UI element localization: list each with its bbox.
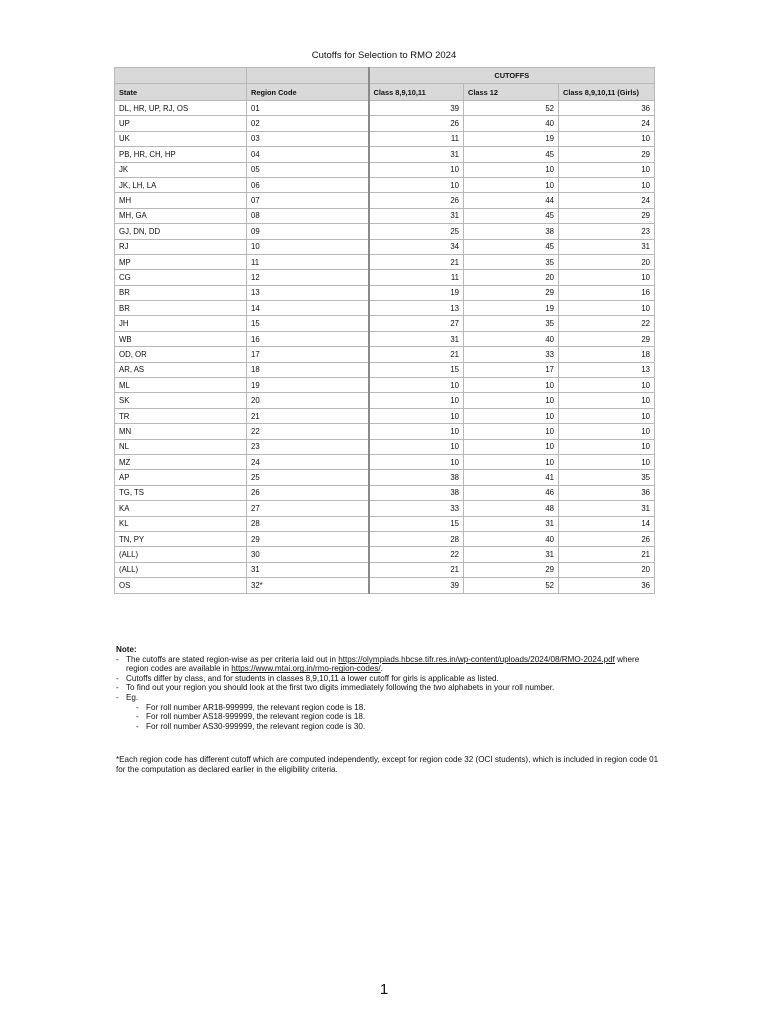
cell-region-code: 31 (247, 562, 369, 577)
footnote: *Each region code has different cutoff which are computed independently, except for region code 32 (OCI students), which is included in region code 01 for the computation as declared earlier in the eligibility criteria. (116, 755, 659, 774)
cell-class-12: 40 (464, 531, 559, 546)
cell-class-8-11-girls: 10 (559, 378, 655, 393)
group-header-cutoffs: CUTOFFS (369, 68, 655, 84)
cell-region-code: 16 (247, 331, 369, 346)
cell-class-8-11-girls: 18 (559, 347, 655, 362)
table-row (115, 101, 655, 116)
table-row (115, 316, 655, 331)
table-row (115, 177, 655, 192)
cell-class-8-11-girls: 24 (559, 116, 655, 131)
column-header-class-12: Class 12 (464, 84, 559, 101)
table-row (115, 116, 655, 131)
cell-class-8-11-girls: 10 (559, 454, 655, 469)
cell-class-12: 10 (464, 177, 559, 192)
cell-state: TG, TS (115, 485, 247, 500)
cell-class-8-11-girls: 31 (559, 239, 655, 254)
cell-class-8-11: 15 (369, 516, 464, 531)
cell-class-8-11-girls: 10 (559, 439, 655, 454)
cell-state: PB, HR, CH, HP (115, 147, 247, 162)
cell-class-8-11-girls: 29 (559, 147, 655, 162)
cell-class-8-11: 31 (369, 208, 464, 223)
cell-class-12: 31 (464, 516, 559, 531)
cell-class-8-11-girls: 22 (559, 316, 655, 331)
table-row (115, 408, 655, 423)
column-header-region-code: Region Code (247, 84, 369, 101)
cell-class-12: 10 (464, 408, 559, 423)
cell-state: RJ (115, 239, 247, 254)
cell-class-12: 48 (464, 501, 559, 516)
cell-state: OS (115, 578, 247, 593)
cell-class-12: 19 (464, 301, 559, 316)
table-group-header-row (115, 68, 655, 84)
cell-region-code: 25 (247, 470, 369, 485)
cell-class-8-11: 28 (369, 531, 464, 546)
cell-class-8-11: 15 (369, 362, 464, 377)
cell-region-code: 08 (247, 208, 369, 223)
cell-class-12: 40 (464, 116, 559, 131)
table-row (115, 285, 655, 300)
cell-region-code: 04 (247, 147, 369, 162)
cell-state: UP (115, 116, 247, 131)
group-header-empty (247, 68, 369, 84)
cell-state: (ALL) (115, 547, 247, 562)
cell-class-8-11-girls: 36 (559, 578, 655, 593)
cell-state: MH, GA (115, 208, 247, 223)
cell-class-12: 29 (464, 562, 559, 577)
cell-region-code: 19 (247, 378, 369, 393)
cell-class-8-11: 10 (369, 454, 464, 469)
cell-state: UK (115, 131, 247, 146)
cell-class-12: 45 (464, 239, 559, 254)
cell-state: SK (115, 393, 247, 408)
note-item (116, 693, 661, 731)
cell-class-12: 10 (464, 378, 559, 393)
cell-class-8-11-girls: 23 (559, 224, 655, 239)
notes-heading: Note: (116, 645, 137, 654)
column-header-class-8-11-girls: Class 8,9,10,11 (Girls) (559, 84, 655, 101)
table-row (115, 224, 655, 239)
cell-class-8-11: 38 (369, 485, 464, 500)
cell-class-12: 40 (464, 331, 559, 346)
cell-class-12: 35 (464, 254, 559, 269)
cell-class-8-11: 38 (369, 470, 464, 485)
cell-class-8-11-girls: 10 (559, 131, 655, 146)
cell-class-8-11: 26 (369, 193, 464, 208)
cell-class-8-11: 10 (369, 439, 464, 454)
cell-class-12: 10 (464, 393, 559, 408)
cell-class-8-11: 19 (369, 285, 464, 300)
cell-state: JK (115, 162, 247, 177)
note-text: The cutoffs are stated region-wise as per criteria laid out in (126, 654, 339, 664)
table-row (115, 501, 655, 516)
cell-state: MZ (115, 454, 247, 469)
note-item: - To find out your region you should look at the first two digits immediately following the two alphabets in your roll number. (116, 683, 661, 693)
cell-region-code: 09 (247, 224, 369, 239)
cell-class-8-11: 21 (369, 347, 464, 362)
table-row (115, 362, 655, 377)
cell-class-12: 10 (464, 439, 559, 454)
cell-state: AR, AS (115, 362, 247, 377)
cell-state: TN, PY (115, 531, 247, 546)
cell-class-12: 46 (464, 485, 559, 500)
cell-region-code: 02 (247, 116, 369, 131)
cell-class-8-11-girls: 26 (559, 531, 655, 546)
cell-state: ML (115, 378, 247, 393)
cell-region-code: 22 (247, 424, 369, 439)
table-row (115, 193, 655, 208)
cell-class-8-11: 34 (369, 239, 464, 254)
cell-class-8-11: 33 (369, 501, 464, 516)
note-text: . (380, 664, 383, 674)
cell-class-8-11-girls: 36 (559, 101, 655, 116)
cell-class-8-11: 13 (369, 301, 464, 316)
cell-class-12: 10 (464, 424, 559, 439)
examples-list (126, 703, 661, 732)
cell-region-code: 06 (247, 177, 369, 192)
cell-region-code: 26 (247, 485, 369, 500)
cell-class-12: 52 (464, 578, 559, 593)
cell-state: CG (115, 270, 247, 285)
cell-state: KA (115, 501, 247, 516)
note-item (116, 655, 661, 674)
table-row (115, 393, 655, 408)
cell-class-8-11-girls: 14 (559, 516, 655, 531)
cell-class-8-11-girls: 20 (559, 254, 655, 269)
table-row (115, 516, 655, 531)
rmo-pdf-link[interactable]: https://olympiads.hbcse.tifr.res.in/wp-content/uploads/2024/08/RMO-2024.pdf (338, 654, 615, 664)
cell-region-code: 13 (247, 285, 369, 300)
cell-class-8-11: 10 (369, 408, 464, 423)
cell-state: MH (115, 193, 247, 208)
cell-class-12: 45 (464, 147, 559, 162)
cell-class-8-11: 39 (369, 578, 464, 593)
table-row (115, 162, 655, 177)
cell-region-code: 17 (247, 347, 369, 362)
table-row (115, 485, 655, 500)
cell-state: DL, HR, UP, RJ, OS (115, 101, 247, 116)
cell-region-code: 24 (247, 454, 369, 469)
cell-class-8-11: 25 (369, 224, 464, 239)
cell-region-code: 30 (247, 547, 369, 562)
cell-class-8-11-girls: 36 (559, 485, 655, 500)
cell-region-code: 07 (247, 193, 369, 208)
cell-class-8-11: 26 (369, 116, 464, 131)
cell-class-12: 52 (464, 101, 559, 116)
table-row (115, 147, 655, 162)
notes-list (116, 655, 661, 732)
cell-class-12: 41 (464, 470, 559, 485)
cell-region-code: 03 (247, 131, 369, 146)
table-row (115, 378, 655, 393)
note-text: where region codes are available in (126, 654, 640, 674)
page-title: Cutoffs for Selection to RMO 2024 (311, 50, 457, 61)
cell-class-8-11: 10 (369, 393, 464, 408)
cell-class-8-11-girls: 10 (559, 177, 655, 192)
cell-state: TR (115, 408, 247, 423)
cell-class-8-11-girls: 10 (559, 270, 655, 285)
cell-state: (ALL) (115, 562, 247, 577)
cell-class-8-11-girls: 29 (559, 208, 655, 223)
cell-class-12: 10 (464, 162, 559, 177)
cell-class-8-11-girls: 10 (559, 162, 655, 177)
cell-class-12: 44 (464, 193, 559, 208)
cell-class-8-11: 27 (369, 316, 464, 331)
cell-state: JH (115, 316, 247, 331)
cell-class-8-11: 10 (369, 378, 464, 393)
column-header-class-8-11: Class 8,9,10,11 (369, 84, 464, 101)
table-row (115, 301, 655, 316)
table-row (115, 547, 655, 562)
cell-class-8-11-girls: 35 (559, 470, 655, 485)
group-header-empty (115, 68, 247, 84)
region-codes-link[interactable]: https://www.mtai.org.in/rmo-region-codes/ (231, 664, 381, 674)
cell-state: MP (115, 254, 247, 269)
cell-region-code: 28 (247, 516, 369, 531)
cell-class-8-11: 10 (369, 162, 464, 177)
cell-class-12: 33 (464, 347, 559, 362)
table-row (115, 562, 655, 577)
cell-class-8-11-girls: 21 (559, 547, 655, 562)
cell-class-8-11: 21 (369, 562, 464, 577)
table-row (115, 578, 655, 593)
page-number: 1 (379, 981, 389, 998)
cell-region-code: 27 (247, 501, 369, 516)
cell-state: WB (115, 331, 247, 346)
table-row (115, 331, 655, 346)
cell-region-code: 10 (247, 239, 369, 254)
cell-state: BR (115, 285, 247, 300)
cell-class-12: 29 (464, 285, 559, 300)
cell-class-8-11: 11 (369, 131, 464, 146)
cell-class-8-11-girls: 10 (559, 424, 655, 439)
note-item: - Cutoffs differ by class, and for students in classes 8,9,10,11 a lower cutoff for girls is applicable as listed. (116, 674, 661, 684)
table-row (115, 208, 655, 223)
table-row (115, 439, 655, 454)
cell-class-8-11: 22 (369, 547, 464, 562)
cell-class-8-11-girls: 13 (559, 362, 655, 377)
notes-section (116, 645, 661, 731)
example-item: - For roll number AS30-999999, the relevant region code is 30. (136, 722, 661, 732)
cell-region-code: 29 (247, 531, 369, 546)
cell-state: JK, LH, LA (115, 177, 247, 192)
cell-region-code: 14 (247, 301, 369, 316)
cell-class-8-11-girls: 31 (559, 501, 655, 516)
cell-region-code: 23 (247, 439, 369, 454)
cell-class-8-11: 31 (369, 331, 464, 346)
table-row (115, 254, 655, 269)
cell-class-12: 20 (464, 270, 559, 285)
cell-region-code: 32* (247, 578, 369, 593)
cell-state: BR (115, 301, 247, 316)
cell-class-12: 19 (464, 131, 559, 146)
cell-class-8-11: 39 (369, 101, 464, 116)
cell-region-code: 05 (247, 162, 369, 177)
cell-class-8-11: 11 (369, 270, 464, 285)
table-row (115, 270, 655, 285)
table-row (115, 470, 655, 485)
cell-class-12: 17 (464, 362, 559, 377)
cell-class-8-11-girls: 29 (559, 331, 655, 346)
example-item: - For roll number AS18-999999, the relevant region code is 18. (136, 712, 661, 722)
table-row (115, 454, 655, 469)
cell-class-8-11: 31 (369, 147, 464, 162)
example-item: - For roll number AR18-999999, the relevant region code is 18. (136, 703, 661, 713)
cell-class-8-11-girls: 24 (559, 193, 655, 208)
cell-class-8-11-girls: 10 (559, 393, 655, 408)
cell-class-8-11-girls: 16 (559, 285, 655, 300)
cell-state: AP (115, 470, 247, 485)
cell-state: NL (115, 439, 247, 454)
table-row (115, 424, 655, 439)
cell-class-12: 10 (464, 454, 559, 469)
cell-class-8-11: 21 (369, 254, 464, 269)
cell-region-code: 12 (247, 270, 369, 285)
cell-class-12: 38 (464, 224, 559, 239)
cell-class-12: 45 (464, 208, 559, 223)
note-text: Eg. (126, 692, 139, 702)
cell-class-8-11-girls: 10 (559, 408, 655, 423)
cell-class-8-11-girls: 20 (559, 562, 655, 577)
cell-region-code: 21 (247, 408, 369, 423)
table-row (115, 239, 655, 254)
cutoffs-table (114, 67, 655, 594)
cell-class-8-11: 10 (369, 177, 464, 192)
cell-class-12: 31 (464, 547, 559, 562)
cell-region-code: 11 (247, 254, 369, 269)
cell-state: GJ, DN, DD (115, 224, 247, 239)
cell-region-code: 20 (247, 393, 369, 408)
cell-state: KL (115, 516, 247, 531)
cell-region-code: 01 (247, 101, 369, 116)
cell-class-8-11-girls: 10 (559, 301, 655, 316)
cell-class-12: 35 (464, 316, 559, 331)
cell-class-8-11: 10 (369, 424, 464, 439)
cell-region-code: 15 (247, 316, 369, 331)
cell-state: OD, OR (115, 347, 247, 362)
table-column-header-row (115, 84, 655, 101)
table-row (115, 347, 655, 362)
cell-region-code: 18 (247, 362, 369, 377)
cell-state: MN (115, 424, 247, 439)
table-body (115, 101, 655, 594)
table-row (115, 531, 655, 546)
column-header-state: State (115, 84, 247, 101)
table-row (115, 131, 655, 146)
